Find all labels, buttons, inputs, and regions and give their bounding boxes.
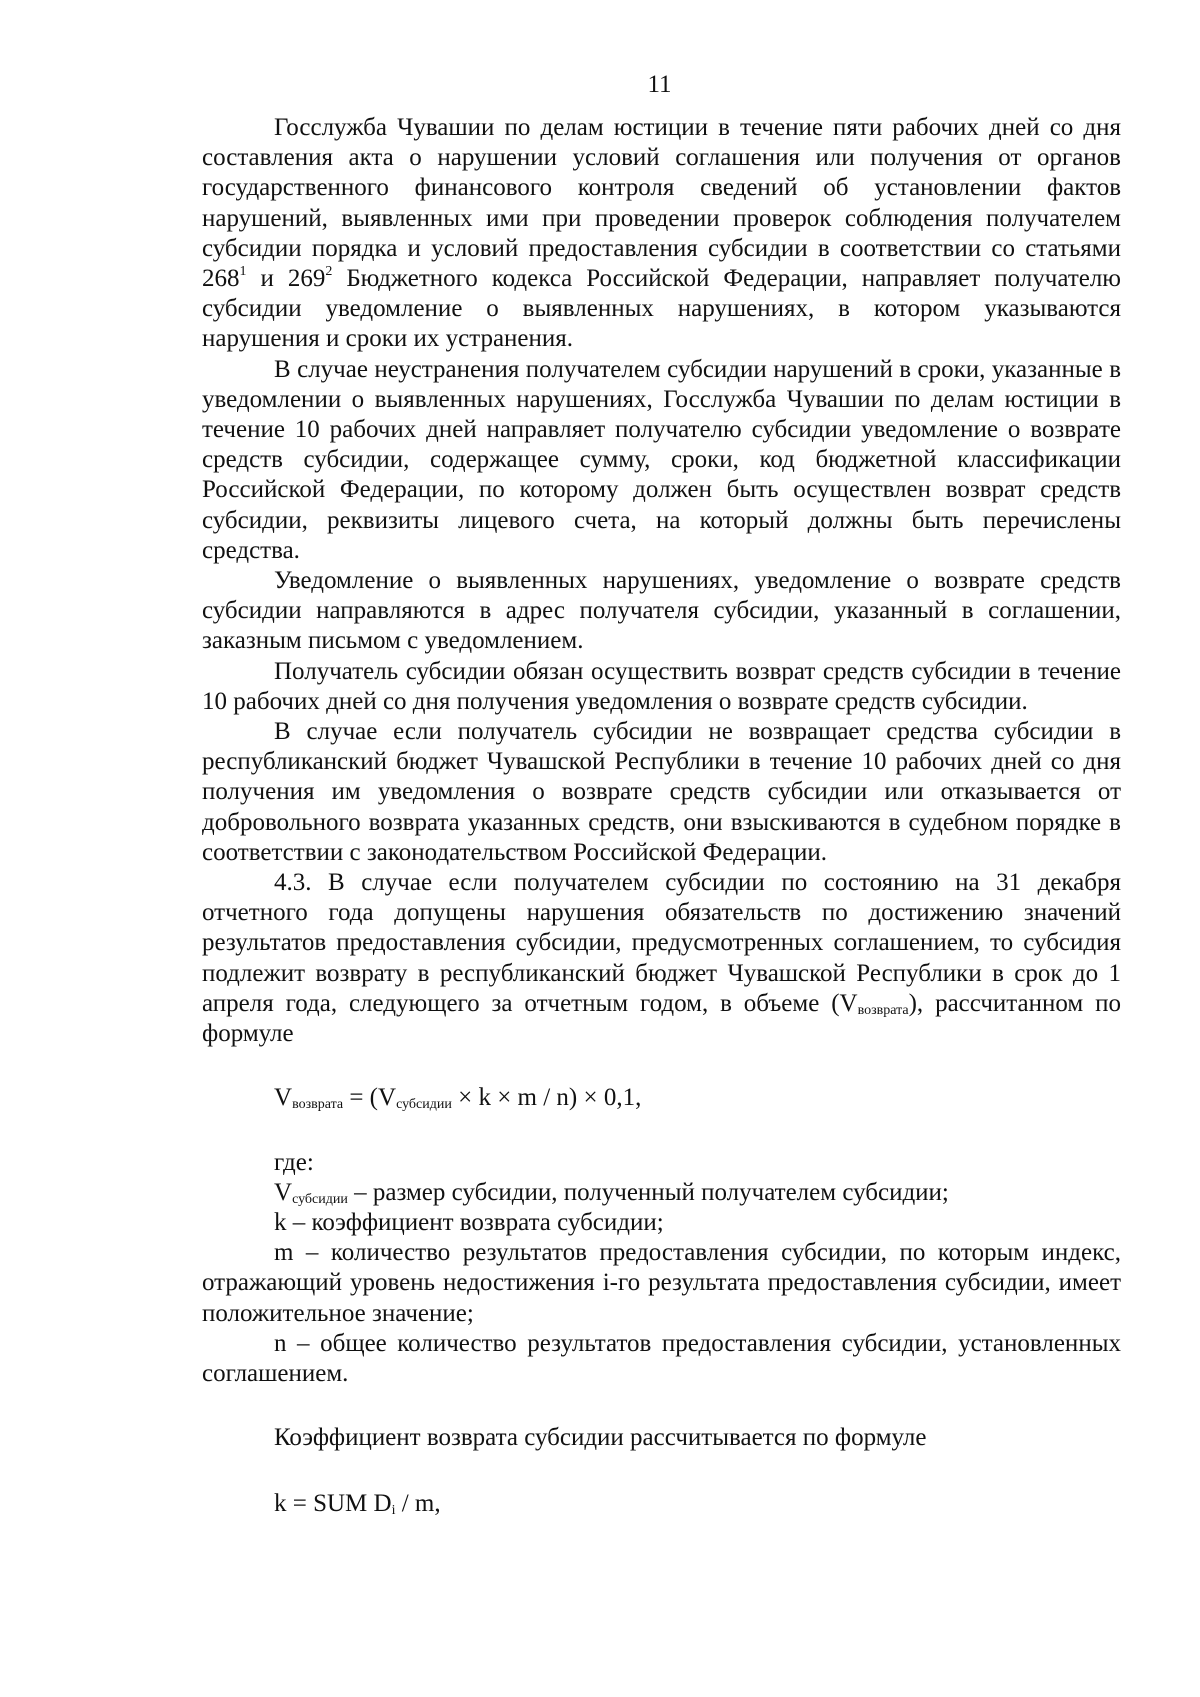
formula-symbol: = (V [343,1084,397,1112]
paragraph-notification [202,113,1121,355]
superscript: 2 [325,264,333,280]
paragraph-return-notice: В случае неустранения получателем субсидии нарушений в сроки, указанные в уведомлении о выявленных нарушениях, Госслужба Чувашии по делам юстиции в течение 10 рабочих дней направляет получателю субсидии уведомление о возврате средств субсидии, содержащее сумму, сроки, код бюджетной классификации Российской Федерации, по которому должен быть осуществлен возврат средств субсидии, реквизиты лицевого счета, на который должны быть перечислены средства. [202,355,1121,564]
paragraph-obligation: Получатель субсидии обязан осуществить возврат средств субсидии в течение 10 рабочих дней со дня получения уведомления о возврате средств субсидии. [202,657,1121,715]
superscript: 1 [239,264,247,280]
paragraph-text: 4.3. В случае если получателем субсидии по состоянию на 31 декабря отчетного года допущены нарушения обязательств по достижению значений результатов предоставления субсидии, предусмотренных соглашением, то субсидия подлежит возврату в республиканский бюджет Чувашской Республики в срок до 1 апреля года, следующего за отчетным годом, в объеме (V [202,869,1121,1017]
formula-symbol: / m, [395,1490,441,1518]
subscript: субсидии [292,1191,348,1207]
formula-symbol: V [274,1178,293,1206]
k-formula-intro: Коэффициент возврата субсидии рассчитывается по формуле [274,1424,927,1452]
formula-symbol: V [274,1084,293,1112]
paragraph-sending: Уведомление о выявленных нарушениях, уведомление о возврате средств субсидии направляются в адрес получателя субсидии, указанный в соглашении, заказным письмом с уведомлением. [202,567,1121,655]
subscript: возврата [292,1097,344,1113]
subscript: субсидии [396,1097,452,1113]
definition-m: m – количество результатов предоставления субсидии, по которым индекс, отражающий уровень недостижения i-го результата предоставления субсидии, имеет положительное значение; [202,1239,1121,1327]
formula-k [202,1489,1121,1519]
where-label: где: [274,1148,314,1176]
paragraph-section-4-3 [202,868,1121,1049]
formula-return-volume [202,1083,1121,1113]
definition-k: k – коэффициент возврата субсидии; [274,1208,664,1236]
paragraph-text: и 269 [246,265,326,293]
formula-symbol: × k × m / n) × 0,1, [451,1084,642,1112]
definition-n: n – общее количество результатов предоставления субсидии, установленных соглашением. [202,1329,1121,1387]
paragraph-text: Бюджетного кодекса Российской Федерации, направляет получателю субсидии уведомление о выявленных нарушениях, в котором указываются нарушения и сроки их устранения. [202,265,1121,353]
subscript: i [391,1503,396,1519]
document-body [202,113,1121,1520]
definition-v-subsidy [202,1178,1121,1208]
paragraph-court-recovery: В случае если получатель субсидии не возвращает средства субсидии в республиканский бюджет Чувашской Республики в течение 10 рабочих дней со дня получения им уведомления о возврате средств субсидии или отказывается от добровольного возврата указанных средств, они взыскиваются в судебном порядке в соответствии с законодательством Российской Федерации. [202,718,1121,866]
subscript: возврата [857,1002,909,1018]
page-number: 11 [647,71,672,98]
paragraph-text: ), рассчитанном по формуле [202,989,1122,1048]
paragraph-text: Госслужба Чувашии по делам юстиции в течение пяти рабочих дней со дня составления акта о нарушении условий соглашения или получения от органов государственного финансового контроля сведений об установлении фактов нарушений, выявленных ими при проведении проверок соблюдения получателем субсидии порядка и условий предоставления субсидии в соответствии со статьями 268 [202,114,1121,293]
definition-text: – размер субсидии, полученный получателем субсидии; [347,1178,949,1206]
formula-symbol: k = SUM D [274,1490,392,1518]
